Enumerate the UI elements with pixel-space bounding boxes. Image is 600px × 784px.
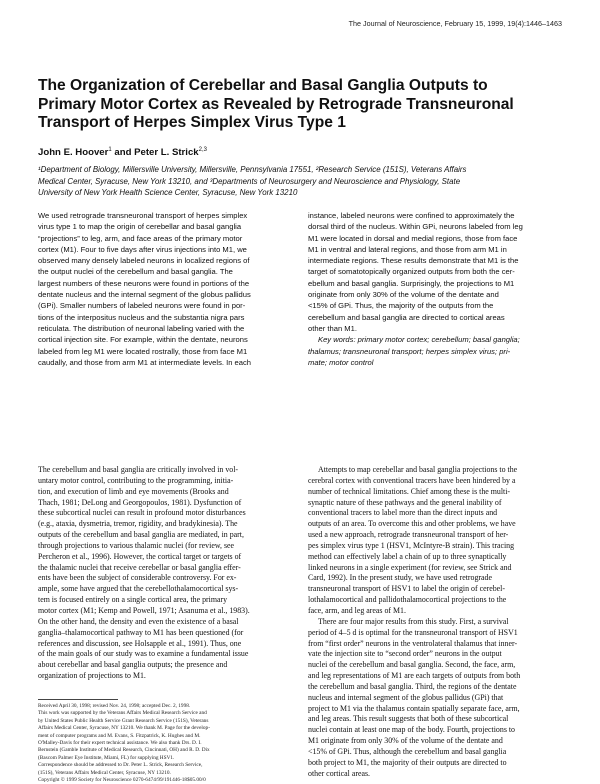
body-line: outputs of an area. To overcome this and other problems, we have (308, 519, 516, 529)
abstract-line: target of somatotopically organized outputs from both the cer- (308, 267, 515, 277)
body-line: Percheron et al., 1996). However, the cortical target or targets of (38, 551, 242, 561)
body-right-column (308, 465, 570, 779)
abstract-line: M1 in ventral and lateral regions, and those from arm M1 in (308, 244, 507, 254)
keywords-line: Key words: primary motor cortex; cerebellum; basal ganglia; (318, 335, 520, 345)
body-line: outputs of the cerebellum and basal ganglia are mediated, in part, (38, 530, 244, 540)
author-affil-mark: 2,3 (198, 147, 207, 153)
body-line: lothalamocortical and pallidothalamocortical projections to the (308, 595, 507, 605)
body-line: tion, and execution of limb and eye movements (Brooks and (38, 486, 229, 496)
running-head: The Journal of Neuroscience, February 15, 1999, 19(4):1446–1463 (348, 19, 562, 28)
body-line: number of technical limitations. Chief among these is the multi- (308, 486, 511, 496)
body-line: (e.g., ataxia, dysmetria, tremor, rigidity, and bradykinesia). The (38, 519, 238, 529)
body-line: of the main goals of our study was to examine a fundamental issue (38, 649, 249, 659)
body-line: motor cortex (M1; Kemp and Powell, 1971; Asanuma et al., 1983). (38, 605, 250, 615)
body-line: face, arm, and leg areas of M1. (308, 605, 406, 615)
abstract-line: M1 were located in dorsal and medial regions, those from face (308, 233, 518, 243)
abstract-line: labeled from leg M1 were located rostrally, those from face M1 (38, 346, 248, 356)
author-conjunction: and (111, 147, 135, 159)
body-line: <15% of GPi. Thus, although the cerebellum and basal ganglia (308, 746, 507, 756)
abstract-line: originate from only 30% of the volume of the dentate and (308, 290, 499, 300)
body-line: the thalamic nuclei that receive cerebellar or basal ganglia effer- (38, 562, 241, 572)
body-line: pes simplex virus type 1 (HSV1, McIntyre-B strain). This tracing (308, 540, 515, 550)
footnote-line: This work was supported by the Veterans Affairs Medical Research Service and (38, 710, 207, 717)
body-line: Thach, 1981; DeLong and Georgopoulos, 1981). Dysfunction of (38, 497, 242, 507)
abstract-line: We used retrograde transneuronal transport of herpes simplex (38, 211, 248, 220)
body-line: the cerebellum and basal ganglia. Third, the regions of the dentate (308, 681, 517, 691)
abstract-line: “projections” to leg, arm, and face areas of the primary motor (38, 233, 243, 243)
body-line: about cerebellar and basal ganglia outputs; the presence and (38, 660, 228, 670)
body-left-column (38, 465, 300, 682)
body-line: used a new approach, retrograde transneuronal transport of her- (308, 530, 509, 540)
footnote-line: (151S), Veterans Affairs Medical Center, Syracuse, NY 13210. (38, 769, 171, 776)
body-line: ample, some have argued that the cerebellothalamocortical sys- (38, 584, 239, 594)
abstract-line: intermediate regions. These results demonstrate that M1 is the (308, 256, 519, 266)
affiliation-line: Medical Center, Syracuse, New York 13210, and ³Departments of Neurosurgery and Neuroscience and Physiology, State (38, 176, 461, 186)
abstract-right-column (308, 210, 570, 368)
body-line: organization of projections to M1. (38, 671, 146, 681)
body-line: references and discussion, see Holsapple et al., 1991). Thus, one (38, 638, 242, 648)
abstract-line: <15% of GPi. Thus, the majority of the outputs from the (308, 301, 494, 311)
article-title (38, 77, 568, 133)
footnote-line: Received April 30, 1998; revised Nov. 24, 1998; accepted Dec. 2, 1998. (38, 703, 191, 709)
affiliation-line: University of New York Health Science Center, Syracuse, New York 13210 (38, 188, 298, 198)
footnote-rule (38, 699, 118, 700)
abstract-line: dentate nucleus and the internal segment of the globus pallidus (38, 290, 251, 300)
body-line: these subcortical nuclei can result in profound motor disturbances (38, 508, 246, 518)
footnote-line: (Bascom Palmer Eye Institute, Miami, FL) for supplying HSV1. (38, 754, 175, 761)
footnote-line: Affairs Medical Center, Syracuse, NY 13210. We thank M. Page for the develop- (38, 725, 210, 732)
body-line: conventional tracers to label more than the direct inputs and (308, 508, 498, 518)
body-line: M1 originate from only 30% of the volume of the dentate and (308, 736, 503, 746)
body-line: untary motor control, contributing to the programming, initia- (38, 475, 234, 485)
body-line: ganglia–thalamocortical pathway to M1 has been questioned (for (38, 627, 244, 637)
footnote-line: O'Malley-Davis for their expert technical assistance. We also thank Drs. D. I. (38, 740, 202, 747)
copyright-line: Copyright © 1999 Society for Neuroscience 0270-6474/99/191446-18$05.00/0 (38, 777, 206, 784)
body-line: nuclei of the cerebellum and basal ganglia. Second, the face, arm, (308, 660, 516, 670)
author-affil-mark: 1 (108, 147, 112, 153)
abstract-line: largest numbers of these neurons were found in portions of the (38, 278, 250, 288)
footnote-line: by United States Public Health Service Grant Research Service (151S), Veterans (38, 717, 209, 724)
body-line: The cerebellum and basal ganglia are critically involved in vol- (38, 465, 239, 474)
title-line: The Organization of Cerebellar and Basal Ganglia Outputs to (38, 77, 488, 94)
abstract-line: ebellum and basal ganglia. Surprisingly, the projections to M1 (308, 278, 515, 288)
abstract-line: dorsal third of the nucleus. Within GPi, neurons labeled from leg (308, 222, 523, 232)
abstract-line: cortical injection site. For example, within the dentate, neurons (38, 335, 248, 345)
abstract-line: (GPi). Smaller numbers of labeled neurons were found in por- (38, 301, 246, 311)
body-line: method can effectively label a chain of up to three synaptically (308, 551, 507, 561)
abstract-line: cortex (M1). Four to five days after virus injections into M1, we (38, 244, 247, 254)
body-line: synaptic nature of these pathways and the general inability of (308, 497, 502, 507)
abstract-line: observed many densely labeled neurons in localized regions of (38, 256, 250, 266)
abstract-line: virus type 1 to map the origin of cerebellar and basal ganglia (38, 222, 242, 232)
abstract-line: tions of the interpositus nucleus and the substantia nigra pars (38, 312, 245, 322)
footnote-line: Correspondence should be addressed to Dr. Peter L. Strick, Research Service, (38, 762, 203, 769)
body-line: both project to M1, the majority of their outputs are directed to (308, 757, 507, 767)
abstract-line: cerebellum and basal ganglia are directed to cortical areas (308, 312, 505, 322)
body-line: and leg areas. This result suggests that both of these subcortical (308, 714, 509, 724)
abstract-line: other than M1. (308, 323, 357, 333)
abstract-line: the output nuclei of the cerebellum and basal ganglia. The (38, 267, 233, 277)
body-line: project to M1 via the thalamus contain spatially separate face, arm, (308, 703, 520, 713)
body-line: transneuronal transport of HSV1 to label the origin of cerebel- (308, 584, 505, 594)
body-line: Card, 1992). In the present study, we have used retrograde (308, 573, 492, 583)
author-name: Peter L. Strick (134, 147, 199, 159)
abstract-line: reticulata. The distribution of neuronal labeling varied with the (38, 323, 245, 333)
abstract-line: caudally, and those from arm M1 at intermediate levels. In each (38, 357, 252, 367)
body-line: linked neurons in a single experiment (for review, see Strick and (308, 562, 512, 572)
body-line: nuclei contain at least one map of the body. Fourth, projections to (308, 725, 516, 735)
abstract-line: instance, labeled neurons were confined to approximately the (308, 211, 515, 220)
body-line: cerebral cortex with conventional tracers have been hindered by a (308, 475, 516, 485)
footnote-line: ment of computer programs and M. Evans, S. Fitzpatrick, K. Hughes and M. (38, 732, 201, 739)
body-line: period of 4–5 d is optimal for the transneuronal transport of HSV1 (308, 627, 518, 637)
body-line: vate the injection site to “second order” neurons in the output (308, 649, 502, 659)
body-line: nucleus and internal segment of the globus pallidus (GPi) that (308, 692, 504, 702)
title-line: Transport of Herpes Simplex Virus Type 1 (38, 114, 346, 132)
body-line: Attempts to map cerebellar and basal ganglia projections to the (318, 465, 518, 474)
body-line: other cortical areas. (308, 768, 370, 778)
body-line: and leg representations of M1 are each targets of outputs from both (308, 671, 521, 681)
author-name: John E. Hoover (38, 147, 109, 159)
body-line: ents have been the subject of considerable controversy. For ex- (38, 573, 237, 583)
affiliation-line: ¹Department of Biology, Millersville University, Millersville, Pennsylvania 17551, ²Research Service (151S), Veterans Affairs (38, 165, 467, 174)
body-line: There are four major results from this study. First, a survival (318, 616, 509, 626)
footnote-line: Bernstein (Gamble Institute of Medical Research, Cincinnati, OH) and R. D. Dix (38, 747, 210, 754)
affiliations (38, 164, 568, 199)
footnotes (38, 703, 300, 784)
keywords-line: thalamus; transneuronal transport; herpes simplex virus; pri- (308, 346, 511, 356)
keywords-line: mate; motor control (308, 357, 374, 367)
body-line: On the other hand, the density and even the existence of a basal (38, 616, 239, 626)
abstract-left-column (38, 210, 306, 368)
body-line: through projections to various thalamic nuclei (for review, see (38, 540, 235, 550)
author-list (38, 147, 207, 158)
body-line: from “first order” neurons in the ventrolateral thalamus that inner- (308, 638, 518, 648)
body-line: tem is focused entirely on a single cortical area, the primary (38, 595, 228, 605)
title-line: Primary Motor Cortex as Revealed by Retrograde Transneuronal (38, 95, 514, 113)
